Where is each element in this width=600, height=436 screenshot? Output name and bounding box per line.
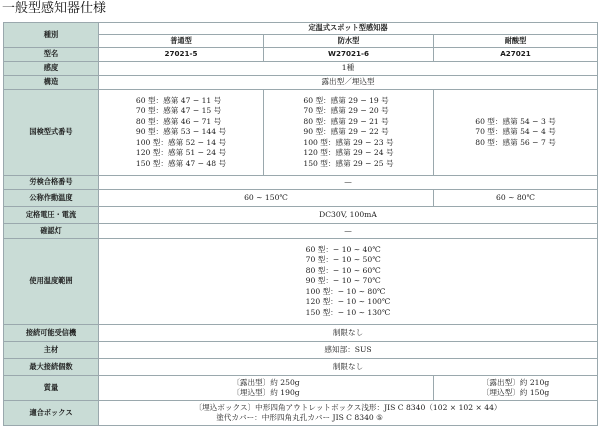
- indicator-value: —: [99, 224, 598, 239]
- usage-temp-line: 120 型：− 10 ∼ 100℃: [305, 297, 391, 307]
- approval-waterproof-line: 80 型：感第 29 − 21 号: [303, 116, 389, 126]
- approval-normal-line: 150 型：感第 47 − 48 号: [135, 158, 227, 168]
- group-label: 定温式スポット型感知器: [99, 23, 598, 35]
- spec-table: [3, 22, 598, 426]
- col-acid: 耐酸型: [434, 35, 598, 48]
- col-normal: 普通型: [99, 35, 264, 48]
- col-waterproof: 防水型: [264, 35, 434, 48]
- labor-label: 労検合格番号: [4, 176, 99, 190]
- approval-acid-line: 60 型：感第 54 − 3 号: [475, 116, 556, 126]
- rated-value: DC30V, 100mA: [99, 207, 598, 224]
- page-title: 一般型感知器仕様: [2, 1, 107, 16]
- usage-temp-line: 60 型：− 10 ∼ 40℃: [305, 245, 381, 255]
- weight-ab-line: 〔露出型〕約 250g: [232, 377, 300, 387]
- approval-waterproof-line: 120 型：感第 29 − 24 号: [303, 148, 394, 158]
- usage-temp-line: 70 型：− 10 ∼ 50℃: [305, 255, 381, 265]
- operating-temp-ab: 60 ∼ 150℃: [99, 190, 434, 207]
- approval-waterproof-line: 150 型：感第 29 − 25 号: [303, 158, 394, 168]
- operating-temp-label: 公称作動温度: [4, 190, 99, 207]
- approval-waterproof-line: 90 型：感第 29 − 22 号: [303, 127, 389, 137]
- indicator-label: 確認灯: [4, 224, 99, 239]
- material-label: 主材: [4, 342, 99, 359]
- approval-normal-line: 80 型：感第 46 − 71 号: [135, 116, 222, 126]
- receivers-label: 接続可能受信機: [4, 325, 99, 342]
- labor-value: —: [99, 176, 598, 190]
- operating-temp-c: 60 ∼ 80℃: [434, 190, 598, 207]
- usage-temp-line: 100 型：− 10 ∼ 80℃: [305, 286, 386, 296]
- approval-acid-line: 80 型：感第 56 − 7 号: [475, 137, 556, 147]
- receivers-value: 制限なし: [99, 325, 598, 342]
- weight-ab: [99, 376, 434, 401]
- usage-temp-line: 150 型：− 10 ∼ 130℃: [305, 307, 391, 317]
- weight-label: 質量: [4, 376, 99, 401]
- box-value: [99, 401, 598, 426]
- approval-waterproof-line: 60 型：感第 29 − 19 号: [303, 96, 389, 106]
- model-label: 型名: [4, 48, 99, 62]
- approval-acid: [434, 90, 598, 176]
- sensitivity-value: 1種: [99, 62, 598, 76]
- approval-label: 国検型式番号: [4, 90, 99, 176]
- max-connect-label: 最大接続個数: [4, 359, 99, 376]
- weight-ab-line: 〔埋込型〕約 190g: [232, 388, 300, 397]
- weight-c-line: 〔露出型〕約 210g: [481, 377, 550, 387]
- approval-waterproof-line: 100 型：感第 29 − 23 号: [303, 137, 394, 147]
- sensitivity-label: 感度: [4, 62, 99, 76]
- approval-waterproof: [264, 90, 434, 176]
- weight-c: [434, 376, 598, 401]
- structure-label: 構造: [4, 76, 99, 90]
- approval-normal-line: 60 型：感第 47 − 11 号: [135, 96, 222, 106]
- type-label: 種別: [4, 23, 99, 48]
- usage-temp-label: 使用温度範囲: [4, 239, 99, 325]
- approval-waterproof-line: 70 型：感第 29 − 20 号: [303, 106, 389, 116]
- model-waterproof: W27021-6: [264, 48, 434, 62]
- box-line: 〔埋込ボックス〕中形四角アウトレットボックス浅形：JIS C 8340（102 × 102 × 44）: [194, 402, 502, 412]
- approval-normal-line: 90 型：感第 53 − 144 号: [135, 127, 227, 137]
- rated-label: 定格電圧・電流: [4, 207, 99, 224]
- approval-normal-line: 100 型：感第 52 − 14 号: [135, 137, 227, 147]
- usage-temp-line: 90 型：− 10 ∼ 70℃: [305, 276, 381, 286]
- box-line: 塗代カバー：中形四角丸孔カバー JIS C 8340 ⑤: [194, 413, 383, 422]
- structure-value: 露出型／埋込型: [99, 76, 598, 90]
- approval-acid-line: 70 型：感第 54 − 4 号: [475, 127, 556, 137]
- weight-c-line: 〔埋込型〕約 150g: [481, 388, 550, 397]
- approval-normal-line: 70 型：感第 47 − 15 号: [135, 106, 222, 116]
- usage-temp-line: 80 型：− 10 ∼ 60℃: [305, 265, 381, 275]
- box-label: 適合ボックス: [4, 401, 99, 426]
- model-acid: A27021: [434, 48, 598, 62]
- model-normal: 27021-5: [99, 48, 264, 62]
- max-connect-value: 制限なし: [99, 359, 598, 376]
- usage-temp-value: [99, 239, 598, 325]
- approval-normal: [99, 90, 264, 176]
- material-value: 感知部：SUS: [99, 342, 598, 359]
- approval-normal-line: 120 型：感第 51 − 24 号: [135, 148, 227, 158]
